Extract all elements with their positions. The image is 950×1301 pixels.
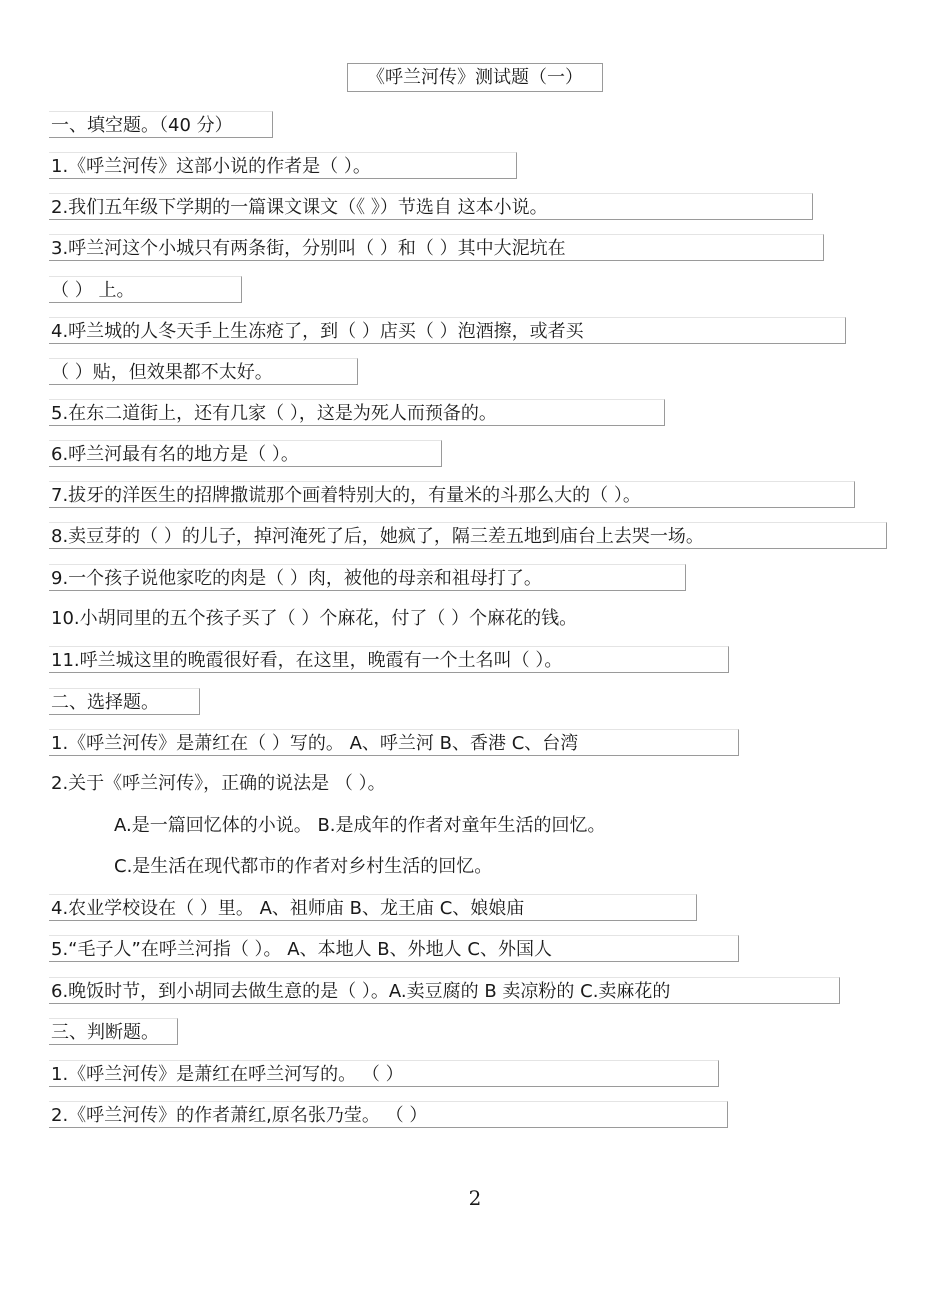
page-number: 2 bbox=[468, 1186, 482, 1210]
question-line: 7.拔牙的洋医生的招牌撒谎那个画着特别大的，有量米的斗那么大的（ ）。 bbox=[49, 481, 855, 508]
question-line: 2.《呼兰河传》的作者萧红,原名张乃莹。 （ ） bbox=[49, 1101, 728, 1128]
question-line-continued: （ ）贴，但效果都不太好。 bbox=[49, 358, 358, 385]
question-line: 5.在东二道街上，还有几家（ ），这是为死人而预备的。 bbox=[49, 399, 665, 426]
question-line: 11.呼兰城这里的晚霞很好看，在这里，晚霞有一个土名叫（ ）。 bbox=[49, 646, 729, 673]
question-line: 3.呼兰河这个小城只有两条街，分别叫（ ）和（ ）其中大泥坑在 bbox=[49, 234, 824, 261]
question-line: 9.一个孩子说他家吃的肉是（ ）肉，被他的母亲和祖母打了。 bbox=[49, 564, 686, 591]
choice-option-line: C.是生活在现代都市的作者对乡村生活的回忆。 bbox=[114, 856, 493, 877]
section-heading-fill-blank: 一、填空题。（40 分） bbox=[49, 111, 273, 138]
question-line: 1.《呼兰河传》是萧红在（ ）写的。 A、呼兰河 B、香港 C、台湾 bbox=[49, 729, 739, 756]
question-line: 8.卖豆芽的（ ）的儿子，掉河淹死了后，她疯了，隔三差五地到庙台上去哭一场。 bbox=[49, 522, 887, 549]
document-title: 《呼兰河传》测试题（一） bbox=[347, 63, 603, 92]
question-line: 6.晚饭时节，到小胡同去做生意的是（ ）。A.卖豆腐的 B 卖凉粉的 C.卖麻花的 bbox=[49, 977, 840, 1004]
question-line: 4.呼兰城的人冬天手上生冻疮了，到（ ）店买（ ）泡酒擦，或者买 bbox=[49, 317, 846, 344]
question-line: 4.农业学校设在（ ）里。 A、祖师庙 B、龙王庙 C、娘娘庙 bbox=[49, 894, 697, 921]
question-line: 1.《呼兰河传》是萧红在呼兰河写的。 （ ） bbox=[49, 1060, 719, 1087]
question-line: 5.“毛子人”在呼兰河指（ ）。 A、本地人 B、外地人 C、外国人 bbox=[49, 935, 739, 962]
section-heading-multiple-choice: 二、选择题。 bbox=[49, 688, 200, 715]
question-line: 2.我们五年级下学期的一篇课文课文（《 》）节选自 这本小说。 bbox=[49, 193, 813, 220]
choice-option-line: A.是一篇回忆体的小说。 B.是成年的作者对童年生活的回忆。 bbox=[114, 815, 606, 836]
question-line: 2.关于《呼兰河传》，正确的说法是 （ ）。 bbox=[51, 773, 386, 794]
question-line: 10.小胡同里的五个孩子买了（ ）个麻花，付了（ ）个麻花的钱。 bbox=[51, 608, 578, 629]
question-line: 1.《呼兰河传》这部小说的作者是（ ）。 bbox=[49, 152, 517, 179]
question-line: 6.呼兰河最有名的地方是（ ）。 bbox=[49, 440, 442, 467]
section-heading-true-false: 三、判断题。 bbox=[49, 1018, 178, 1045]
question-line-continued: （ ） 上。 bbox=[49, 276, 242, 303]
